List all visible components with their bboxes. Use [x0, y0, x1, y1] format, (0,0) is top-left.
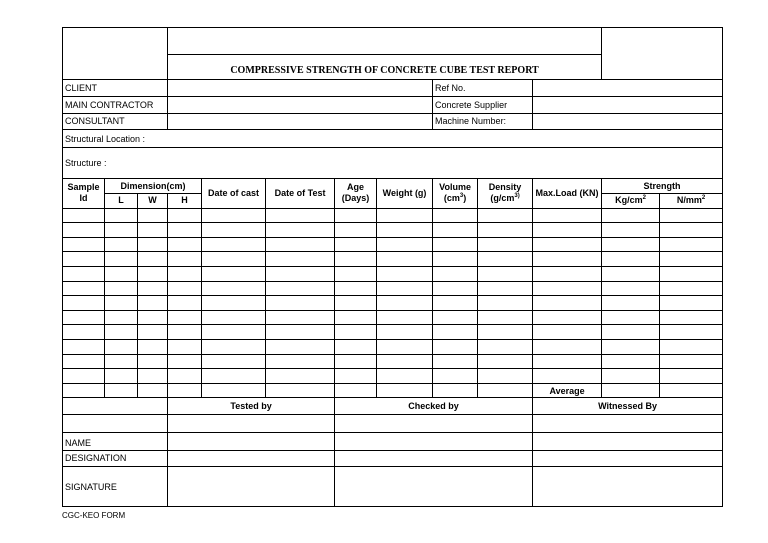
table-row-cell[interactable] [168, 383, 202, 398]
table-row-cell[interactable] [335, 383, 377, 398]
witnessed-by-header: Witnessed By [533, 398, 723, 415]
table-row-cell[interactable] [105, 252, 138, 267]
main-contractor-label: MAIN CONTRACTOR [63, 96, 168, 113]
table-row-cell[interactable] [138, 369, 168, 384]
col-strength: Strength [602, 179, 723, 194]
col-age: Age (Days) [335, 179, 377, 208]
table-row-cell[interactable] [335, 266, 377, 281]
ref-no-label: Ref No. [433, 80, 533, 97]
table-row-cell[interactable] [63, 208, 105, 223]
table-row-cell[interactable] [63, 281, 105, 296]
checked-by-header: Checked by [335, 398, 533, 415]
table-row-cell[interactable] [138, 281, 168, 296]
average-label: Average [533, 383, 602, 398]
table-row-cell[interactable] [63, 325, 105, 340]
table-row [63, 369, 723, 384]
table-row-cell[interactable] [202, 354, 266, 369]
table-row-cell[interactable] [433, 369, 478, 384]
table-row-cell[interactable] [63, 252, 105, 267]
table-row-cell[interactable] [533, 340, 602, 355]
table-row-cell[interactable] [138, 354, 168, 369]
table-row-cell[interactable] [602, 252, 660, 267]
table-row [63, 354, 723, 369]
table-row-cell[interactable] [266, 237, 335, 252]
table-row-cell[interactable] [433, 340, 478, 355]
checked-by-name[interactable] [335, 432, 533, 450]
machine-number-value[interactable] [533, 113, 723, 130]
table-row-cell[interactable] [105, 354, 138, 369]
table-row-cell[interactable] [266, 296, 335, 311]
table-row-cell[interactable] [533, 266, 602, 281]
table-row-cell[interactable] [433, 354, 478, 369]
table-row-cell[interactable] [533, 354, 602, 369]
table-row-cell[interactable] [168, 310, 202, 325]
table-row-cell[interactable] [433, 266, 478, 281]
table-row-cell[interactable] [105, 237, 138, 252]
table-row-cell[interactable] [660, 208, 723, 223]
table-row-cell[interactable] [138, 325, 168, 340]
table-row-cell[interactable] [266, 383, 335, 398]
average-kg-value[interactable] [602, 383, 660, 398]
table-row-cell[interactable] [202, 252, 266, 267]
ref-no-value[interactable] [533, 80, 723, 97]
table-row-cell[interactable] [478, 281, 533, 296]
table-row-cell[interactable] [660, 340, 723, 355]
name-label: NAME [63, 432, 168, 450]
table-row-cell[interactable] [266, 252, 335, 267]
table-row-cell[interactable] [433, 325, 478, 340]
table-row-cell[interactable] [63, 266, 105, 281]
table-row-cell[interactable] [660, 369, 723, 384]
table-row-cell[interactable] [138, 310, 168, 325]
table-row-cell[interactable] [138, 266, 168, 281]
table-row-cell[interactable] [533, 325, 602, 340]
col-date-of-test: Date of Test [266, 179, 335, 208]
consultant-value[interactable] [168, 113, 433, 130]
table-row-cell[interactable] [478, 310, 533, 325]
table-row-cell[interactable] [478, 208, 533, 223]
table-row-cell[interactable] [168, 340, 202, 355]
table-row-cell[interactable] [660, 296, 723, 311]
density-label: Density [488, 182, 522, 193]
table-row-cell[interactable] [266, 369, 335, 384]
structural-location-field[interactable]: Structural Location : [63, 130, 723, 148]
table-row-cell[interactable] [168, 281, 202, 296]
table-row-cell[interactable] [660, 354, 723, 369]
table-row-cell[interactable] [335, 310, 377, 325]
table-row-cell[interactable] [202, 340, 266, 355]
table-row-cell[interactable] [335, 223, 377, 238]
col-date-of-cast: Date of cast [202, 179, 266, 208]
table-row-cell[interactable] [533, 310, 602, 325]
table-row-cell[interactable] [138, 296, 168, 311]
table-row-cell[interactable] [105, 208, 138, 223]
col-strength-kg: $Kg/cm^2$ [602, 193, 660, 208]
table-row-cell[interactable] [478, 252, 533, 267]
tested-by-name[interactable] [168, 432, 335, 450]
table-row-cell[interactable] [377, 296, 433, 311]
table-row-cell[interactable] [63, 296, 105, 311]
table-row-cell[interactable] [478, 354, 533, 369]
signature-label: SIGNATURE [63, 467, 168, 507]
table-row-cell[interactable] [138, 340, 168, 355]
table-row-cell[interactable] [433, 252, 478, 267]
structure-field[interactable]: Structure : [63, 147, 723, 178]
logo-area-right [602, 28, 723, 80]
table-row [63, 296, 723, 311]
table-row-cell[interactable] [478, 325, 533, 340]
main-contractor-value[interactable] [168, 96, 433, 113]
table-row-cell[interactable] [660, 281, 723, 296]
table-row [63, 340, 723, 355]
table-row [63, 237, 723, 252]
table-row-cell[interactable] [335, 281, 377, 296]
col-max-load: Max.Load (KN) [533, 179, 602, 208]
table-row [63, 281, 723, 296]
table-row-cell[interactable] [168, 252, 202, 267]
table-row-cell[interactable] [433, 237, 478, 252]
table-row-cell[interactable] [335, 340, 377, 355]
col-dim-l: L [105, 193, 138, 208]
table-row-cell[interactable] [377, 208, 433, 223]
table-row-cell[interactable] [266, 266, 335, 281]
table-row-cell[interactable] [660, 237, 723, 252]
table-row-cell[interactable] [202, 223, 266, 238]
table-row-cell[interactable] [433, 296, 478, 311]
table-row-cell[interactable] [105, 223, 138, 238]
signoff-corner [63, 398, 168, 415]
table-row-cell[interactable] [478, 296, 533, 311]
table-row-cell[interactable] [266, 208, 335, 223]
col-weight: Weight (g) [377, 179, 433, 208]
table-row-cell[interactable] [63, 237, 105, 252]
table-row [63, 252, 723, 267]
table-row-cell[interactable] [168, 296, 202, 311]
table-row-cell[interactable] [138, 208, 168, 223]
table-row-cell[interactable] [602, 208, 660, 223]
table-row [63, 208, 723, 223]
concrete-supplier-value[interactable] [533, 96, 723, 113]
table-row-cell[interactable] [168, 237, 202, 252]
table-row-cell[interactable] [105, 340, 138, 355]
table-row-cell[interactable] [533, 281, 602, 296]
table-row-cell[interactable] [602, 296, 660, 311]
table-row-cell[interactable] [478, 266, 533, 281]
table-row-cell[interactable] [105, 325, 138, 340]
title-top-band [168, 28, 602, 55]
report-title: COMPRESSIVE STRENGTH OF CONCRETE CUBE TEST REPORT [168, 55, 602, 80]
table-row-cell[interactable] [377, 223, 433, 238]
table-row-cell[interactable] [660, 310, 723, 325]
table-row-cell[interactable] [168, 325, 202, 340]
table-row-cell[interactable] [335, 208, 377, 223]
table-row-cell[interactable] [266, 223, 335, 238]
table-row-cell[interactable] [533, 252, 602, 267]
table-row-cell[interactable] [105, 310, 138, 325]
table-row-cell[interactable] [433, 281, 478, 296]
table-row-cell[interactable] [105, 383, 138, 398]
table-row-cell[interactable] [602, 223, 660, 238]
volume-label: Volume [439, 182, 471, 193]
table-row-cell[interactable] [478, 383, 533, 398]
table-row-cell[interactable] [105, 369, 138, 384]
form-code: CGC-KEO FORM [62, 511, 126, 520]
table-row-cell[interactable] [63, 354, 105, 369]
table-row-cell[interactable] [335, 296, 377, 311]
table-row-cell[interactable] [602, 369, 660, 384]
signoff-spacer-label [63, 415, 168, 433]
table-row-cell[interactable] [660, 252, 723, 267]
checked-by-designation[interactable] [335, 450, 533, 467]
col-dim-h: H [168, 193, 202, 208]
table-row-cell[interactable] [202, 237, 266, 252]
table-row-cell[interactable] [660, 266, 723, 281]
table-row-cell[interactable] [602, 237, 660, 252]
average-n-value[interactable] [660, 383, 723, 398]
table-row-cell[interactable] [377, 266, 433, 281]
logo-area-left [63, 28, 168, 80]
table-row-cell[interactable] [63, 369, 105, 384]
client-label: CLIENT [63, 80, 168, 97]
table-row-cell[interactable] [335, 369, 377, 384]
table-row-cell[interactable] [202, 369, 266, 384]
table-row-cell[interactable] [377, 310, 433, 325]
table-row-cell[interactable] [105, 266, 138, 281]
table-row-cell[interactable] [266, 310, 335, 325]
client-value[interactable] [168, 80, 433, 97]
col-dimension: Dimension(cm) [105, 179, 202, 194]
tested-by-designation[interactable] [168, 450, 335, 467]
table-row-cell[interactable] [168, 354, 202, 369]
checked-by-spacer [335, 415, 533, 433]
table-row-cell[interactable] [602, 325, 660, 340]
table-row-cell[interactable] [202, 266, 266, 281]
table-row-cell[interactable] [138, 237, 168, 252]
table-row-cell[interactable] [602, 310, 660, 325]
table-row-cell[interactable] [660, 325, 723, 340]
consultant-label: CONSULTANT [63, 113, 168, 130]
witnessed-by-signature[interactable] [533, 467, 723, 507]
table-row-cell[interactable] [533, 369, 602, 384]
volume-unit: $(cm^3)$ [443, 193, 467, 204]
table-row-cell[interactable] [377, 369, 433, 384]
table-row-cell[interactable] [602, 340, 660, 355]
designation-label: DESIGNATION [63, 450, 168, 467]
table-row-cell[interactable] [377, 252, 433, 267]
table-row-cell[interactable] [138, 383, 168, 398]
table-row-cell[interactable] [202, 310, 266, 325]
table-row-cell[interactable] [602, 354, 660, 369]
table-row-cell[interactable] [533, 208, 602, 223]
table-row-cell[interactable] [63, 340, 105, 355]
table-row-cell[interactable] [377, 354, 433, 369]
table-row-cell[interactable] [478, 237, 533, 252]
table-row-cell[interactable] [63, 383, 105, 398]
table-row-cell[interactable] [335, 237, 377, 252]
witnessed-by-designation[interactable] [533, 450, 723, 467]
table-row-cell[interactable] [105, 296, 138, 311]
table-row-cell[interactable] [478, 223, 533, 238]
col-sample-id: Sample Id [63, 179, 105, 208]
table-row-cell[interactable] [335, 325, 377, 340]
table-row-cell[interactable] [168, 266, 202, 281]
table-row-cell[interactable] [266, 354, 335, 369]
table-row [63, 223, 723, 238]
cube-test-report-form [62, 27, 723, 507]
table-row-cell[interactable] [533, 237, 602, 252]
tested-by-spacer [168, 415, 335, 433]
table-row-cell[interactable] [168, 223, 202, 238]
table-row-cell[interactable] [478, 340, 533, 355]
col-density [478, 179, 533, 208]
table-row-cell[interactable] [433, 383, 478, 398]
table-row-cell[interactable] [266, 325, 335, 340]
table-row-cell[interactable] [433, 223, 478, 238]
table-row-cell[interactable] [202, 281, 266, 296]
table-row-cell[interactable] [138, 252, 168, 267]
table-row-cell[interactable] [433, 208, 478, 223]
density-unit: ($g/cm^{3)}$ [490, 193, 520, 204]
table-row-cell[interactable] [377, 340, 433, 355]
table-row [63, 266, 723, 281]
table-row-cell[interactable] [602, 281, 660, 296]
table-row-cell[interactable] [377, 383, 433, 398]
witnessed-by-spacer [533, 415, 723, 433]
table-row-cell[interactable] [266, 340, 335, 355]
table-row-cell[interactable] [377, 281, 433, 296]
col-strength-n: $N/mm^2$ [660, 193, 723, 208]
table-row-cell[interactable] [478, 369, 533, 384]
table-row-cell[interactable] [105, 281, 138, 296]
table-row-cell[interactable] [377, 237, 433, 252]
table-row-cell[interactable] [433, 310, 478, 325]
table-row-cell[interactable] [533, 296, 602, 311]
table-row [63, 310, 723, 325]
table-row-cell[interactable] [138, 223, 168, 238]
table-row-cell[interactable] [168, 369, 202, 384]
witnessed-by-name[interactable] [533, 432, 723, 450]
table-row-cell[interactable] [63, 223, 105, 238]
tested-by-header: Tested by [168, 398, 335, 415]
table-row-cell[interactable] [168, 208, 202, 223]
table-row-cell[interactable] [533, 223, 602, 238]
tested-by-signature[interactable] [168, 467, 335, 507]
data-rows [63, 208, 723, 383]
table-row [63, 325, 723, 340]
table-row-cell[interactable] [202, 296, 266, 311]
table-row-cell[interactable] [202, 208, 266, 223]
table-row-cell[interactable] [602, 266, 660, 281]
concrete-supplier-label: Concrete Supplier [433, 96, 533, 113]
table-row-cell[interactable] [660, 223, 723, 238]
table-row-cell[interactable] [335, 252, 377, 267]
table-row-cell[interactable] [202, 383, 266, 398]
table-row-cell[interactable] [63, 310, 105, 325]
table-row-cell[interactable] [377, 325, 433, 340]
checked-by-signature[interactable] [335, 467, 533, 507]
machine-number-label: Machine Number: [433, 113, 533, 130]
col-dim-w: W [138, 193, 168, 208]
col-volume [433, 179, 478, 208]
table-row-cell[interactable] [202, 325, 266, 340]
table-row-cell[interactable] [335, 354, 377, 369]
table-row-cell[interactable] [266, 281, 335, 296]
